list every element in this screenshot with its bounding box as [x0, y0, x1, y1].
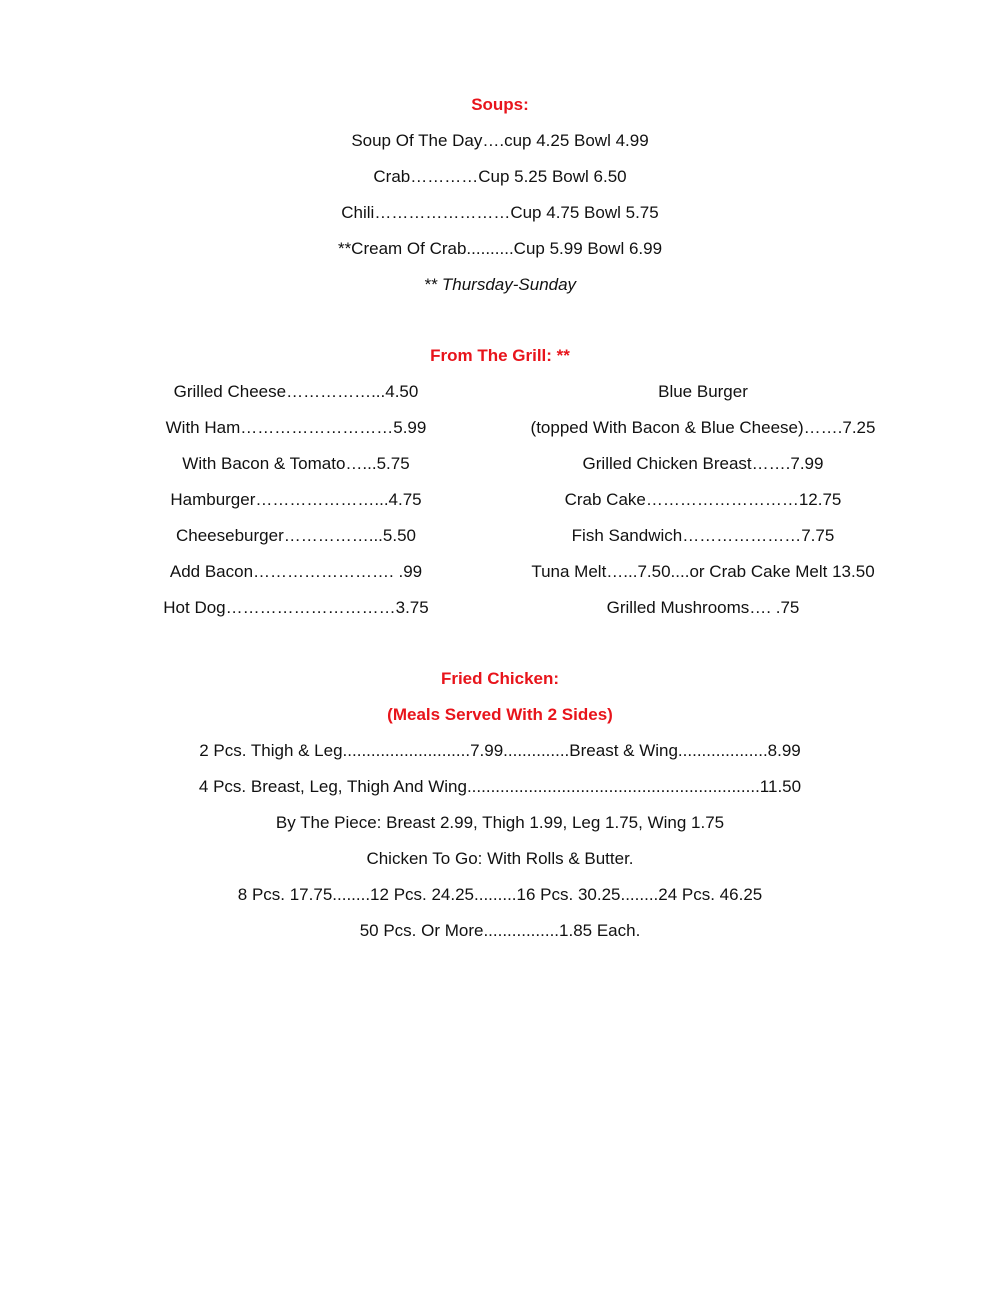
grill-right-item: Grilled Chicken Breast…….7.99	[582, 454, 824, 473]
grill-left-item: With Bacon & Tomato…...5.75	[182, 454, 410, 473]
soups-note: ** Thursday-Sunday	[423, 275, 577, 294]
grill-left-item: Grilled Cheese……………...4.50	[173, 382, 419, 401]
fried-chicken-item: 50 Pcs. Or More................1.85 Each.	[359, 921, 641, 940]
grill-right-item: Crab Cake………………………12.75	[564, 490, 842, 509]
soup-item: **Cream Of Crab..........Cup 5.99 Bowl 6.99	[337, 239, 663, 258]
fried-chicken-subheading: (Meals Served With 2 Sides)	[387, 705, 613, 724]
soups-heading: Soups:	[471, 95, 529, 114]
grill-left-item: Hamburger…………………...4.75	[170, 490, 422, 509]
soup-item: Chili……………………Cup 4.75 Bowl 5.75	[341, 203, 659, 222]
fried-chicken-heading: Fried Chicken:	[440, 669, 560, 688]
fried-chicken-item: 2 Pcs. Thigh & Leg...........................7.99..............Breast & Wing...................8.99	[199, 741, 801, 760]
grill-left-item: With Ham………………………5.99	[165, 418, 427, 437]
grill-right-item: (topped With Bacon & Blue Cheese)…….7.25	[530, 418, 876, 437]
grill-right-item: Fish Sandwich…………………7.75	[571, 526, 835, 545]
soup-item: Crab…………Cup 5.25 Bowl 6.50	[373, 167, 627, 186]
grill-left-item: Add Bacon……………………. .99	[169, 562, 423, 581]
fried-chicken-item: 4 Pcs. Breast, Leg, Thigh And Wing..............................................................11.50	[198, 777, 802, 796]
grill-heading: From The Grill: **	[430, 346, 570, 365]
grill-right-item: Tuna Melt…...7.50....or Crab Cake Melt 13.50	[531, 562, 875, 581]
grill-left-item: Cheeseburger……………...5.50	[176, 526, 416, 545]
grill-right-item: Blue Burger	[658, 382, 748, 401]
grill-right-item: Grilled Mushrooms…. .75	[606, 598, 800, 617]
fried-chicken-item: 8 Pcs. 17.75........12 Pcs. 24.25.........16 Pcs. 30.25........24 Pcs. 46.25	[237, 885, 763, 904]
grill-left-item: Hot Dog…………………………3.75	[163, 598, 429, 617]
fried-chicken-item: By The Piece: Breast 2.99, Thigh 1.99, Leg 1.75, Wing 1.75	[275, 813, 725, 832]
fried-chicken-item: Chicken To Go: With Rolls & Butter.	[366, 849, 634, 868]
soup-item: Soup Of The Day….cup 4.25 Bowl 4.99	[351, 131, 649, 150]
